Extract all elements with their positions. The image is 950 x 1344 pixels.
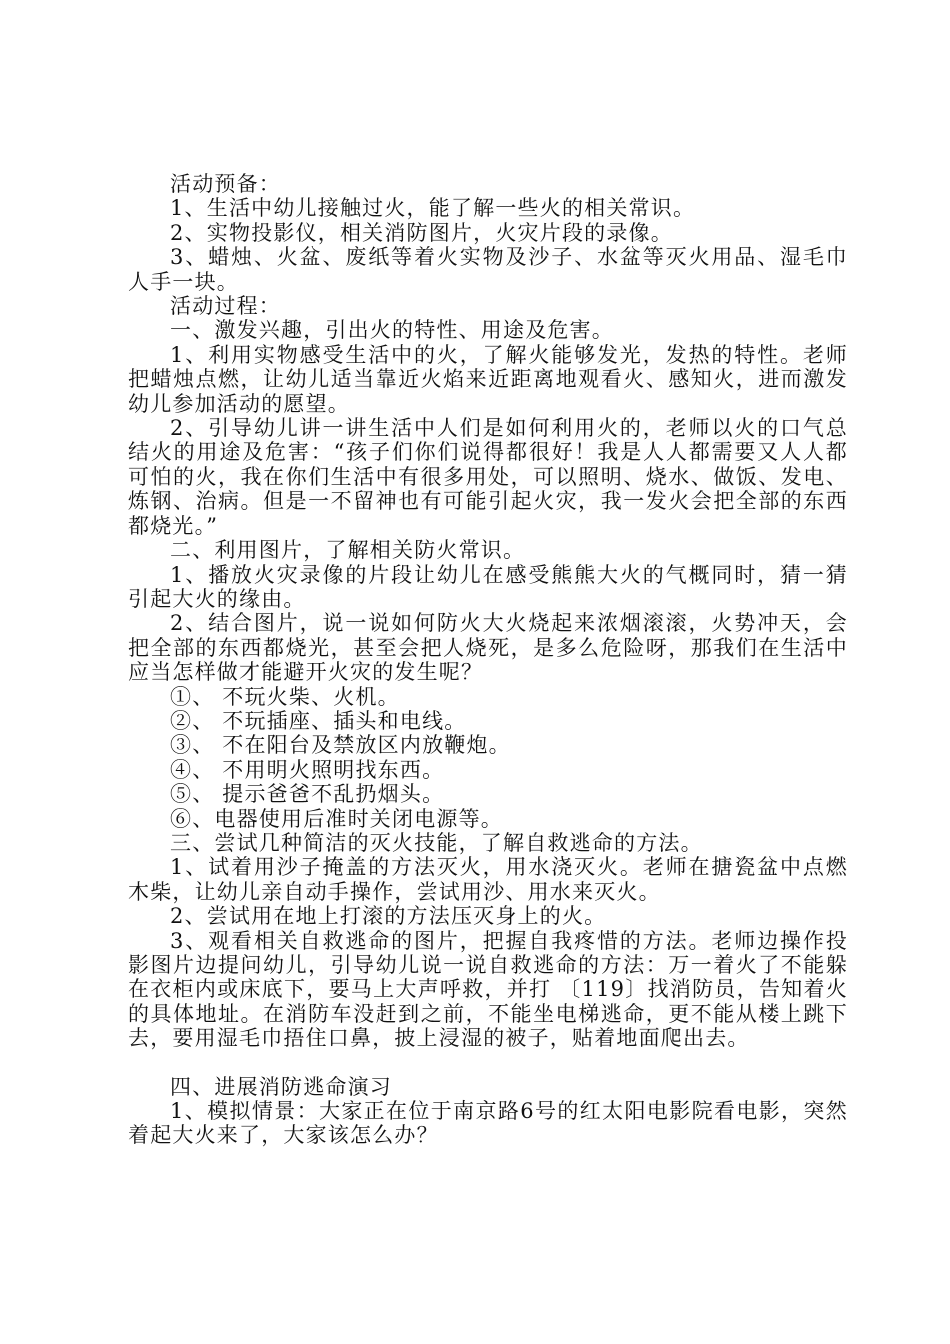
paragraph: 一、激发兴趣，引出火的特性、用途及危害。	[170, 318, 614, 343]
paragraph: 1、生活中幼儿接触过火，能了解一些火的相关常识。	[170, 196, 696, 221]
paragraph: 1、模拟情景：大家正在位于南京路6号的红太阳电影院看电影，突然着起大火来了，大家该怎么办？	[128, 1099, 848, 1148]
paragraph: 2、实物投影仪，相关消防图片，火灾片段的录像。	[170, 220, 673, 245]
list-item: ④、 不用明火照明找东西。	[170, 757, 445, 782]
list-item: ②、 不玩插座、插头和电线。	[170, 708, 467, 733]
paragraph: 3、观看相关自救逃命的图片，把握自我疼惜的方法。老师边操作投影图片边提问幼儿，引导幼儿说一说自救逃命的方法：万一着火了不能躲在衣柜内或床底下，要马上大声呼救，并打 〔119〕找消防员，告知着火的具体地址。在消防车没赶到之前，不能坐电梯逃命，更不能从楼上跳下去，要用湿毛巾捂住口鼻，披上浸湿的被子，贴着地面爬出去。	[128, 928, 848, 1051]
paragraph: 1、播放火灾录像的片段让幼儿在感受熊熊大火的气概同时，猜一猜引起大火的缘由。	[128, 562, 848, 611]
section-heading: 四、进展消防逃命演习	[170, 1074, 392, 1099]
paragraph: 1、试着用沙子掩盖的方法灭火，用水浇灭火。老师在搪瓷盆中点燃木柴，让幼儿亲自动手操作，尝试用沙、用水来灭火。	[128, 855, 848, 904]
paragraph: 2、尝试用在地上打滚的方法压灭身上的火。	[170, 904, 607, 929]
paragraph: 二、利用图片，了解相关防火常识。	[170, 538, 526, 563]
paragraph: 活动预备：	[170, 172, 281, 196]
list-item: ③、 不在阳台及禁放区内放鞭炮。	[170, 733, 511, 758]
paragraph: 1、利用实物感受生活中的火，了解火能够发光，发热的特性。老师把蜡烛点燃，让幼儿适当靠近火焰来近距离地观看火、感知火，进而激发幼儿参加活动的愿望。	[128, 342, 848, 416]
paragraph: 活动过程：	[170, 294, 281, 319]
document-body	[128, 172, 848, 1148]
paragraph: 2、引导幼儿讲一讲生活中人们是如何利用火的，老师以火的口气总结火的用途及危害：“孩子们你们说得都很好！我是人人都需要又人人都可怕的火，我在你们生活中有很多用处，可以照明、烧水、做饭、发电、炼钢、治病。但是一不留神也有可能引起火灾，我一发火会把全部的东西都烧光。”	[128, 416, 848, 538]
list-item: ①、 不玩火柴、火机。	[170, 684, 400, 709]
paragraph: 2、结合图片，说一说如何防火大火烧起来浓烟滚滚，火势冲天，会把全部的东西都烧光，甚至会把人烧死，是多么危险呀，那我们在生活中应当怎样做才能避开火灾的发生呢？	[128, 611, 848, 685]
paragraph: 3、蜡烛、火盆、废纸等着火实物及沙子、水盆等灭火用品、湿毛巾人手一块。	[128, 245, 848, 294]
paragraph: 三、尝试几种简洁的灭火技能，了解自救逃命的方法。	[170, 830, 703, 855]
list-item: ⑥、电器使用后准时关闭电源等。	[170, 806, 503, 831]
list-item: ⑤、 提示爸爸不乱扔烟头。	[170, 782, 445, 807]
